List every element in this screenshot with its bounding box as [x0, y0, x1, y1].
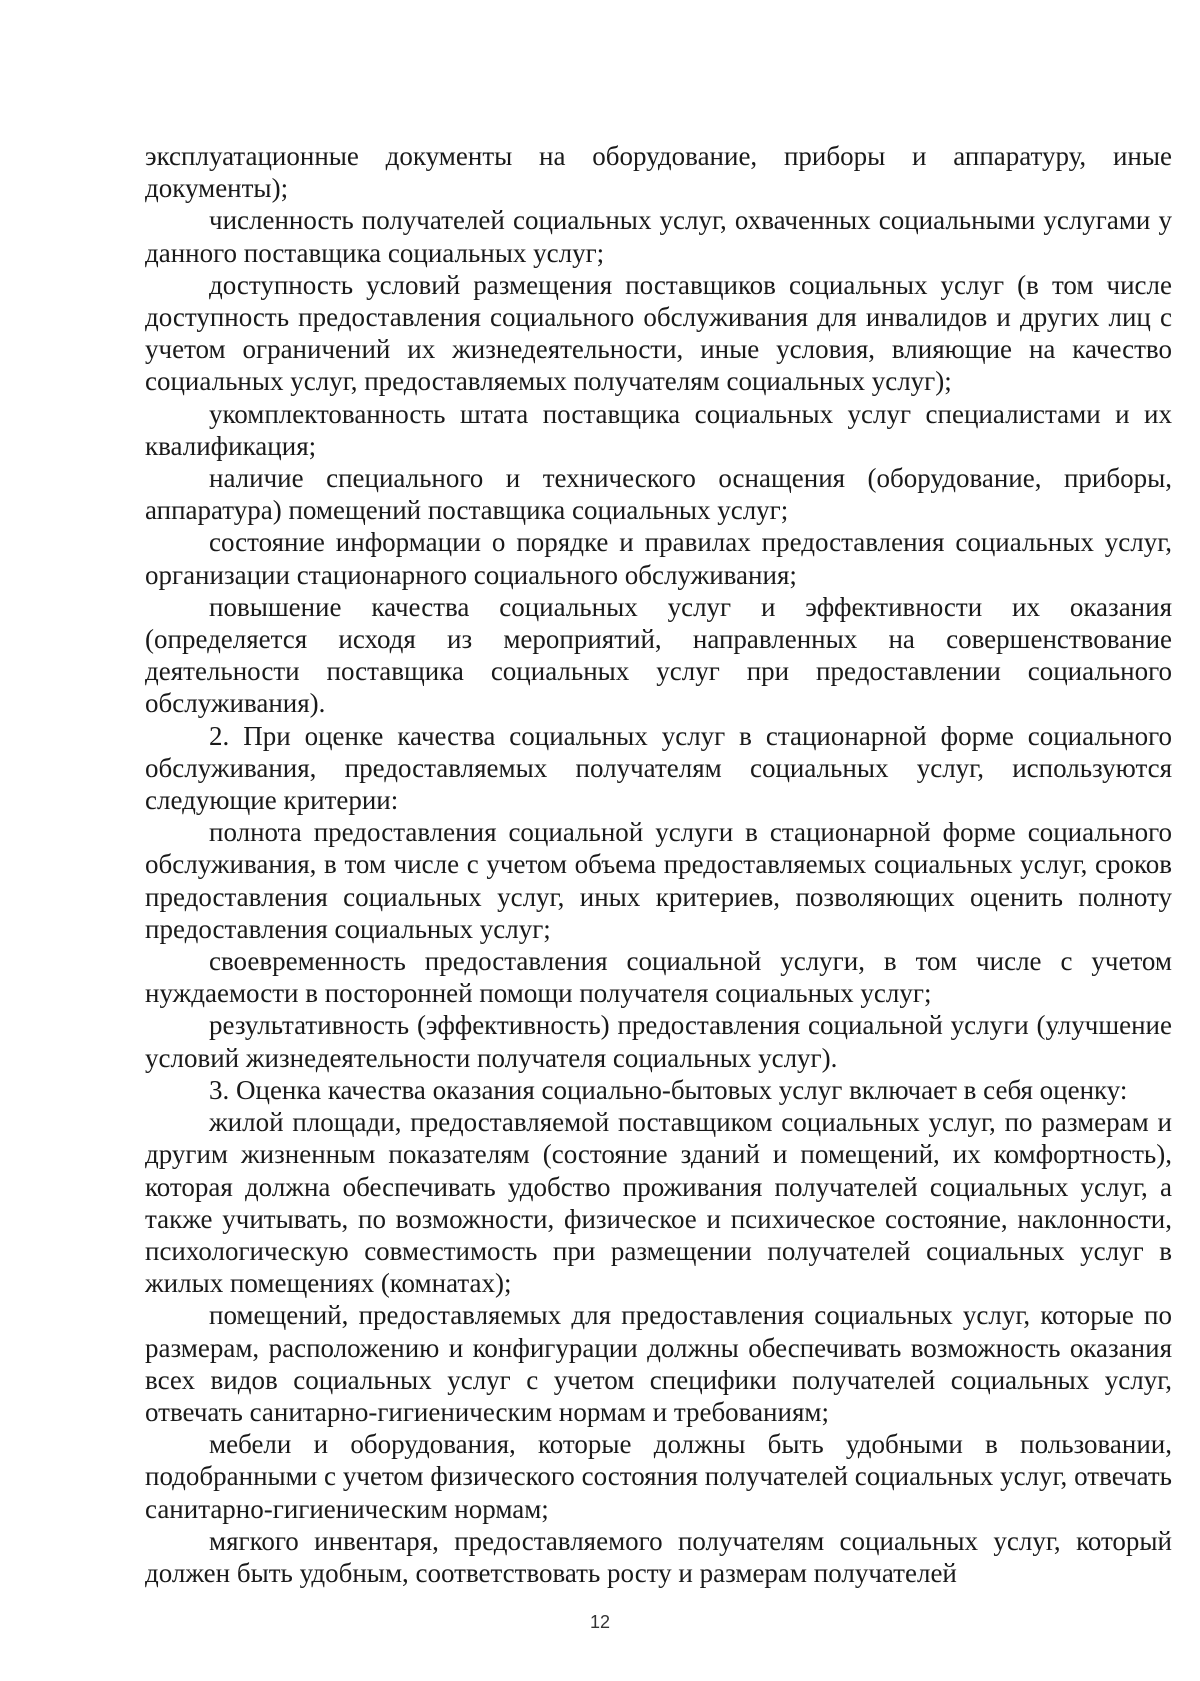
paragraph-furniture: мебели и оборудования, которые должны быть удобными в пользовании, подобранными с учетом физического состояния получателей социальных услуг, отвечать санитарно-гигиеническим нормам; [145, 1429, 1172, 1524]
paragraph-section-3: 3. Оценка качества оказания социально-бытовых услуг включает в себя оценку: [209, 1074, 1128, 1105]
paragraph-continuation: эксплуатационные документы на оборудование, приборы и аппаратуру, иные документы); [145, 141, 1172, 204]
paragraph-quality-improvement: повышение качества социальных услуг и эффективности их оказания (определяется исходя из мероприятий, направленных на совершенствование деятельности поставщика социальных услуг при предоставлении социального обслуживания). [145, 591, 1172, 719]
paragraph-soft-inventory: мягкого инвентаря, предоставляемого получателям социальных услуг, который должен быть удобным, соответствовать росту и размерам получателей [145, 1525, 1172, 1588]
paragraph-recipients-count: численность получателей социальных услуг, охваченных социальными услугами у данного поставщика социальных услуг; [145, 205, 1172, 268]
paragraph-effectiveness: результативность (эффективность) предоставления социальной услуги (улучшение условий жизнедеятельности получателя социальных услуг). [145, 1010, 1172, 1073]
paragraph-information: состояние информации о порядке и правилах предоставления социальных услуг, организации стационарного социального обслуживания; [145, 527, 1172, 590]
paragraph-premises: помещений, предоставляемых для предоставления социальных услуг, которые по размерам, расположению и конфигурации должны обеспечивать возможность оказания всех видов социальных услуг с учетом специфики получателей социальных услуг, отвечать санитарно-гигиеническим нормам и требованиям; [145, 1300, 1172, 1427]
page-number: 12 [589, 1612, 611, 1632]
document-body [145, 140, 1172, 1589]
paragraph-staffing: укомплектованность штата поставщика социальных услуг специалистами и их квалификация; [145, 398, 1172, 461]
paragraph-section-2: 2. При оценке качества социальных услуг в стационарной форме социального обслуживания, предоставляемых получателям социальных услуг, используются следующие критерии: [145, 720, 1172, 816]
paragraph-living-space: жилой площади, предоставляемой поставщиком социальных услуг, по размерам и другим жизненным показателям (состояние зданий и помещений, их комфортность), которая должна обеспечивать удобство проживания получателей социальных услуг, а также учитывать, по возможности, физическое и психическое состояние, наклонности, психологическую совместимость при размещении получателей социальных услуг в жилых помещениях (комнатах); [145, 1107, 1172, 1299]
paragraph-timeliness: своевременность предоставления социальной услуги, в том числе с учетом нуждаемости в посторонней помощи получателя социальных услуг; [145, 946, 1172, 1009]
paragraph-equipment: наличие специального и технического оснащения (оборудование, приборы, аппаратура) помещений поставщика социальных услуг; [145, 463, 1172, 526]
paragraph-completeness: полнота предоставления социальной услуги в стационарной форме социального обслуживания, в том числе с учетом объема предоставляемых социальных услуг, сроков предоставления социальных услуг, иных критериев, позволяющих оценить полноту предоставления социальных услуг; [145, 817, 1172, 944]
paragraph-accessibility: доступность условий размещения поставщиков социальных услуг (в том числе доступность предоставления социального обслуживания для инвалидов и других лиц с учетом ограничений их жизнедеятельности, иные условия, влияющие на качество социальных услуг, предоставляемых получателям социальных услуг); [145, 269, 1172, 397]
